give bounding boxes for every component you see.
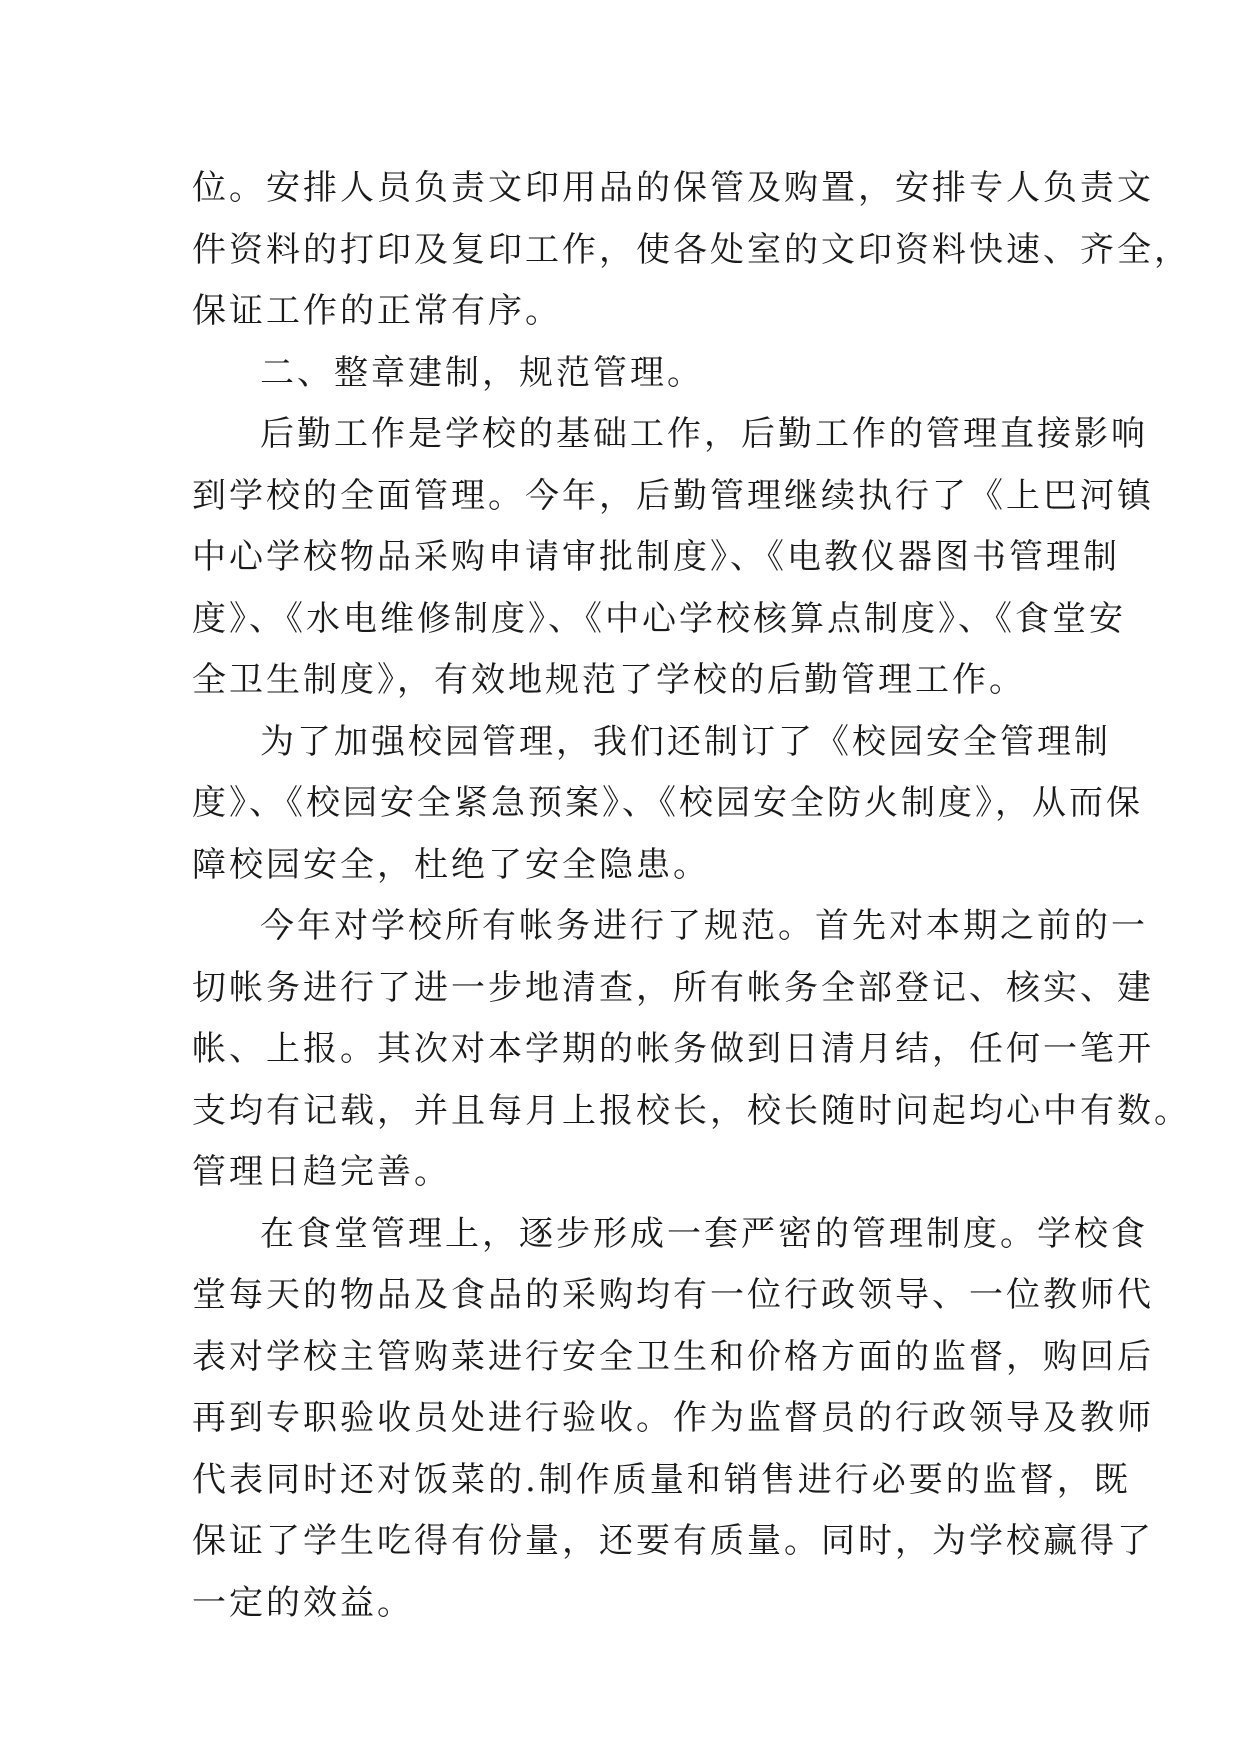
paragraph-start-line: 今年对学校所有帐务进行了规范。首先对本期之前的一: [260, 906, 1148, 946]
text-line: 障校园安全，杜绝了安全隐患。: [192, 844, 710, 885]
text-line: 保证工作的正常有序。: [192, 291, 562, 331]
text-line: 表对学校主管购菜进行安全卫生和价格方面的监督，购回后: [192, 1336, 1154, 1377]
section-heading: 二、整章建制，规范管理。: [260, 352, 704, 393]
text-line: 再到专职验收员处进行验收。作为监督员的行政领导及教师: [192, 1398, 1154, 1438]
text-line: 切帐务进行了进一步地清查，所有帐务全部登记、核实、建: [192, 967, 1154, 1008]
text-line: 支均有记载，并且每月上报校长，校长随时问起均心中有数。: [192, 1090, 1191, 1131]
text-line: 全卫生制度》，有效地规范了学校的后勤管理工作。: [192, 660, 1026, 700]
text-line: 一定的效益。: [192, 1582, 414, 1623]
text-line: 位。安排人员负责文印用品的保管及购置，安排专人负责文: [192, 168, 1154, 208]
text-line: 堂每天的物品及食品的采购均有一位行政领导、一位教师代: [192, 1275, 1154, 1315]
text-line: 度》、《校园安全紧急预案》、《校园安全防火制度》，从而保: [192, 783, 1143, 823]
text-line: 件资料的打印及复印工作，使各处室的文印资料快速、齐全，: [192, 229, 1191, 270]
text-line: 保证了学生吃得有份量，还要有质量。同时，为学校赢得了: [192, 1521, 1154, 1561]
paragraph-start-line: 在食堂管理上，逐步形成一套严密的管理制度。学校食: [260, 1213, 1148, 1254]
paragraph-start-line: 后勤工作是学校的基础工作，后勤工作的管理直接影响: [260, 414, 1148, 454]
text-line: 管理日趋完善。: [192, 1152, 451, 1192]
text-line: 到学校的全面管理。今年，后勤管理继续执行了《上巴河镇: [192, 475, 1154, 516]
text-line: 中心学校物品采购申请审批制度》、《电教仪器图书管理制: [192, 537, 1120, 577]
text-line: 度》、《水电维修制度》、《中心学校核算点制度》、《食堂安: [192, 598, 1126, 639]
text-line: 帐、上报。其次对本学期的帐务做到日清月结，任何一笔开: [192, 1029, 1154, 1069]
document-body: [192, 158, 1191, 1634]
text-line: 代表同时还对饭菜的.制作质量和销售进行必要的监督，既: [192, 1459, 1131, 1500]
paragraph-start-line: 为了加强校园管理，我们还制订了《校园安全管理制: [260, 721, 1111, 762]
